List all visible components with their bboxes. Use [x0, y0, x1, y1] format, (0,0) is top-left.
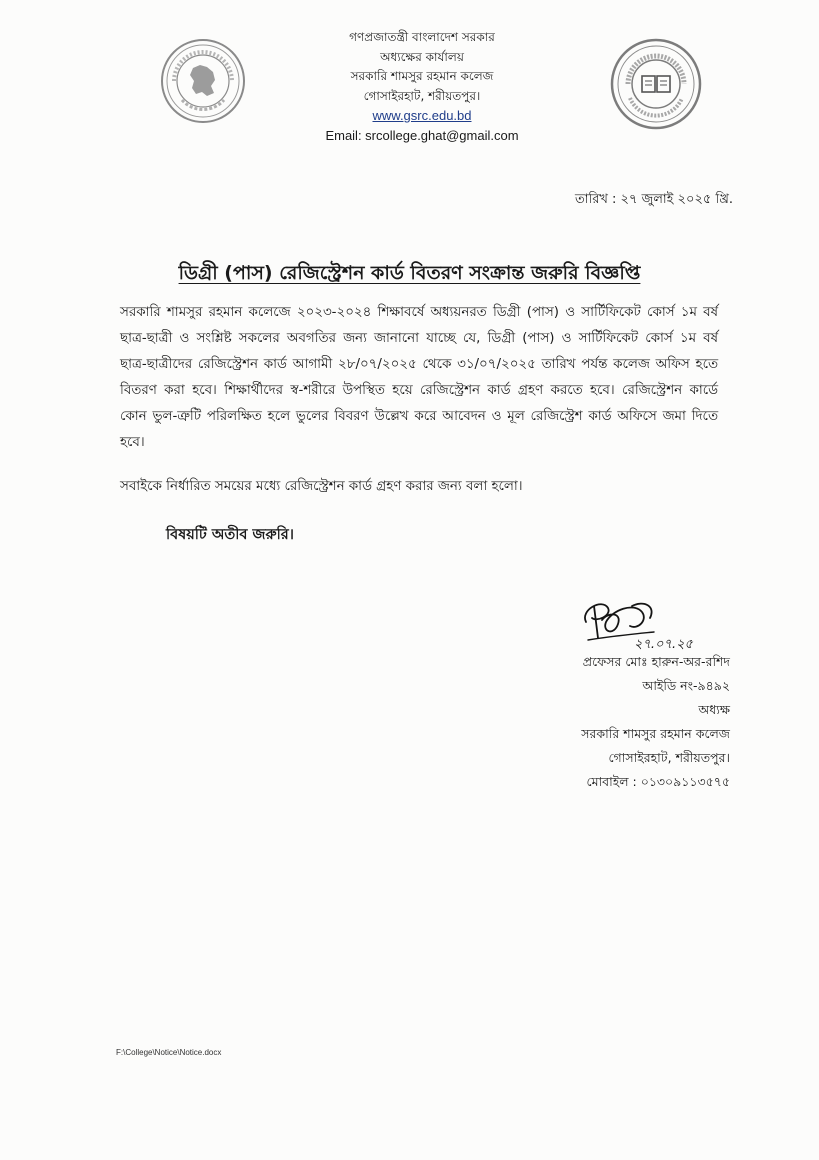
signatory-block: [500, 650, 730, 794]
header-college-name: সরকারি শামসুর রহমান কলেজ: [350, 69, 494, 83]
notice-date: তারিখ : ২৭ জুলাই ২০২৫ খ্রি.: [574, 192, 733, 207]
header-email: Email: srcollege.ghat@gmail.com: [325, 127, 519, 143]
header-website-link[interactable]: www.gsrc.edu.bd: [372, 108, 472, 123]
signatory-mobile: মোবাইল : ০১৩০৯১১৩৫৭৫: [586, 774, 730, 789]
letterhead: [250, 28, 594, 145]
notice-paragraph-main: সরকারি শামসুর রহমান কলেজে ২০২৩-২০২৪ শিক্ষাবর্ষে অধ্যয়নরত ডিগ্রী (পাস) ও সার্টিফিকেট কোর্স ১ম বর্ষ ছাত্র-ছাত্রী ও সংশ্লিষ্ট সকলের অবগতির জন্য জানানো যাচ্ছে যে, ডিগ্রী (পাস) ও সার্টিফিকেট কোর্স ১ম বর্ষ ছাত্র-ছাত্রীদের রেজিস্ট্রেশন কার্ড আগামী ২৮/০৭/২০২৫ থেকে ৩১/০৭/২০২৫ তারিখ পর্যন্ত কলেজ অফিস হতে বিতরণ করা হবে। শিক্ষার্থীদের স্ব-শরীরে উপস্থিত হয়ে রেজিস্ট্রেশন কার্ড গ্রহণ করতে হবে। রেজিস্ট্রেশন কার্ডে কোন ভুল-ত্রুটি পরিলক্ষিত হলে ভুলের বিবরণ উল্লেখ করে আবেদন ও মূল রেজিস্ট্রেশ কার্ড অফিসে জমা দিতে হবে।: [120, 305, 718, 450]
signatory-id: আইডি নং-৯৪৯২: [642, 678, 730, 693]
notice-paragraph-instruction: সবাইকে নির্ধারিত সময়ের মধ্যে রেজিস্ট্রেশন কার্ড গ্রহণ করার জন্য বলা হলো।: [120, 479, 523, 494]
header-office: অধ্যক্ষের কার্যালয়: [380, 49, 464, 64]
government-seal-icon: [160, 38, 246, 124]
notice-title-text: ডিগ্রী (পাস) রেজিস্ট্রেশন কার্ড বিতরণ সংক্রান্ত জরুরি বিজ্ঞপ্তি: [178, 262, 641, 284]
signatory-designation: অধ্যক্ষ: [698, 702, 730, 717]
header-address: গোসাইরহাট, শরীয়তপুর।: [363, 88, 481, 103]
signatory-college: সরকারি শামসুর রহমান কলেজ: [581, 726, 730, 741]
notice-urgent-note: বিষয়টি অতীব জরুরি।: [166, 527, 294, 543]
header-government: গণপ্রজাতন্ত্রী বাংলাদেশ সরকার: [349, 30, 495, 44]
signatory-name: প্রফেসর মোঃ হারুন-অর-রশিদ: [582, 654, 730, 669]
notice-title: [0, 259, 819, 291]
file-path-footer: F:\College\Notice\Notice.docx: [116, 1048, 222, 1057]
handwritten-signature: [572, 592, 722, 656]
signatory-address: গোসাইরহাট, শরীয়তপুর।: [608, 750, 730, 765]
signature-date: ২৭.০৭.২৫: [634, 637, 693, 652]
college-seal-icon: [610, 38, 702, 130]
